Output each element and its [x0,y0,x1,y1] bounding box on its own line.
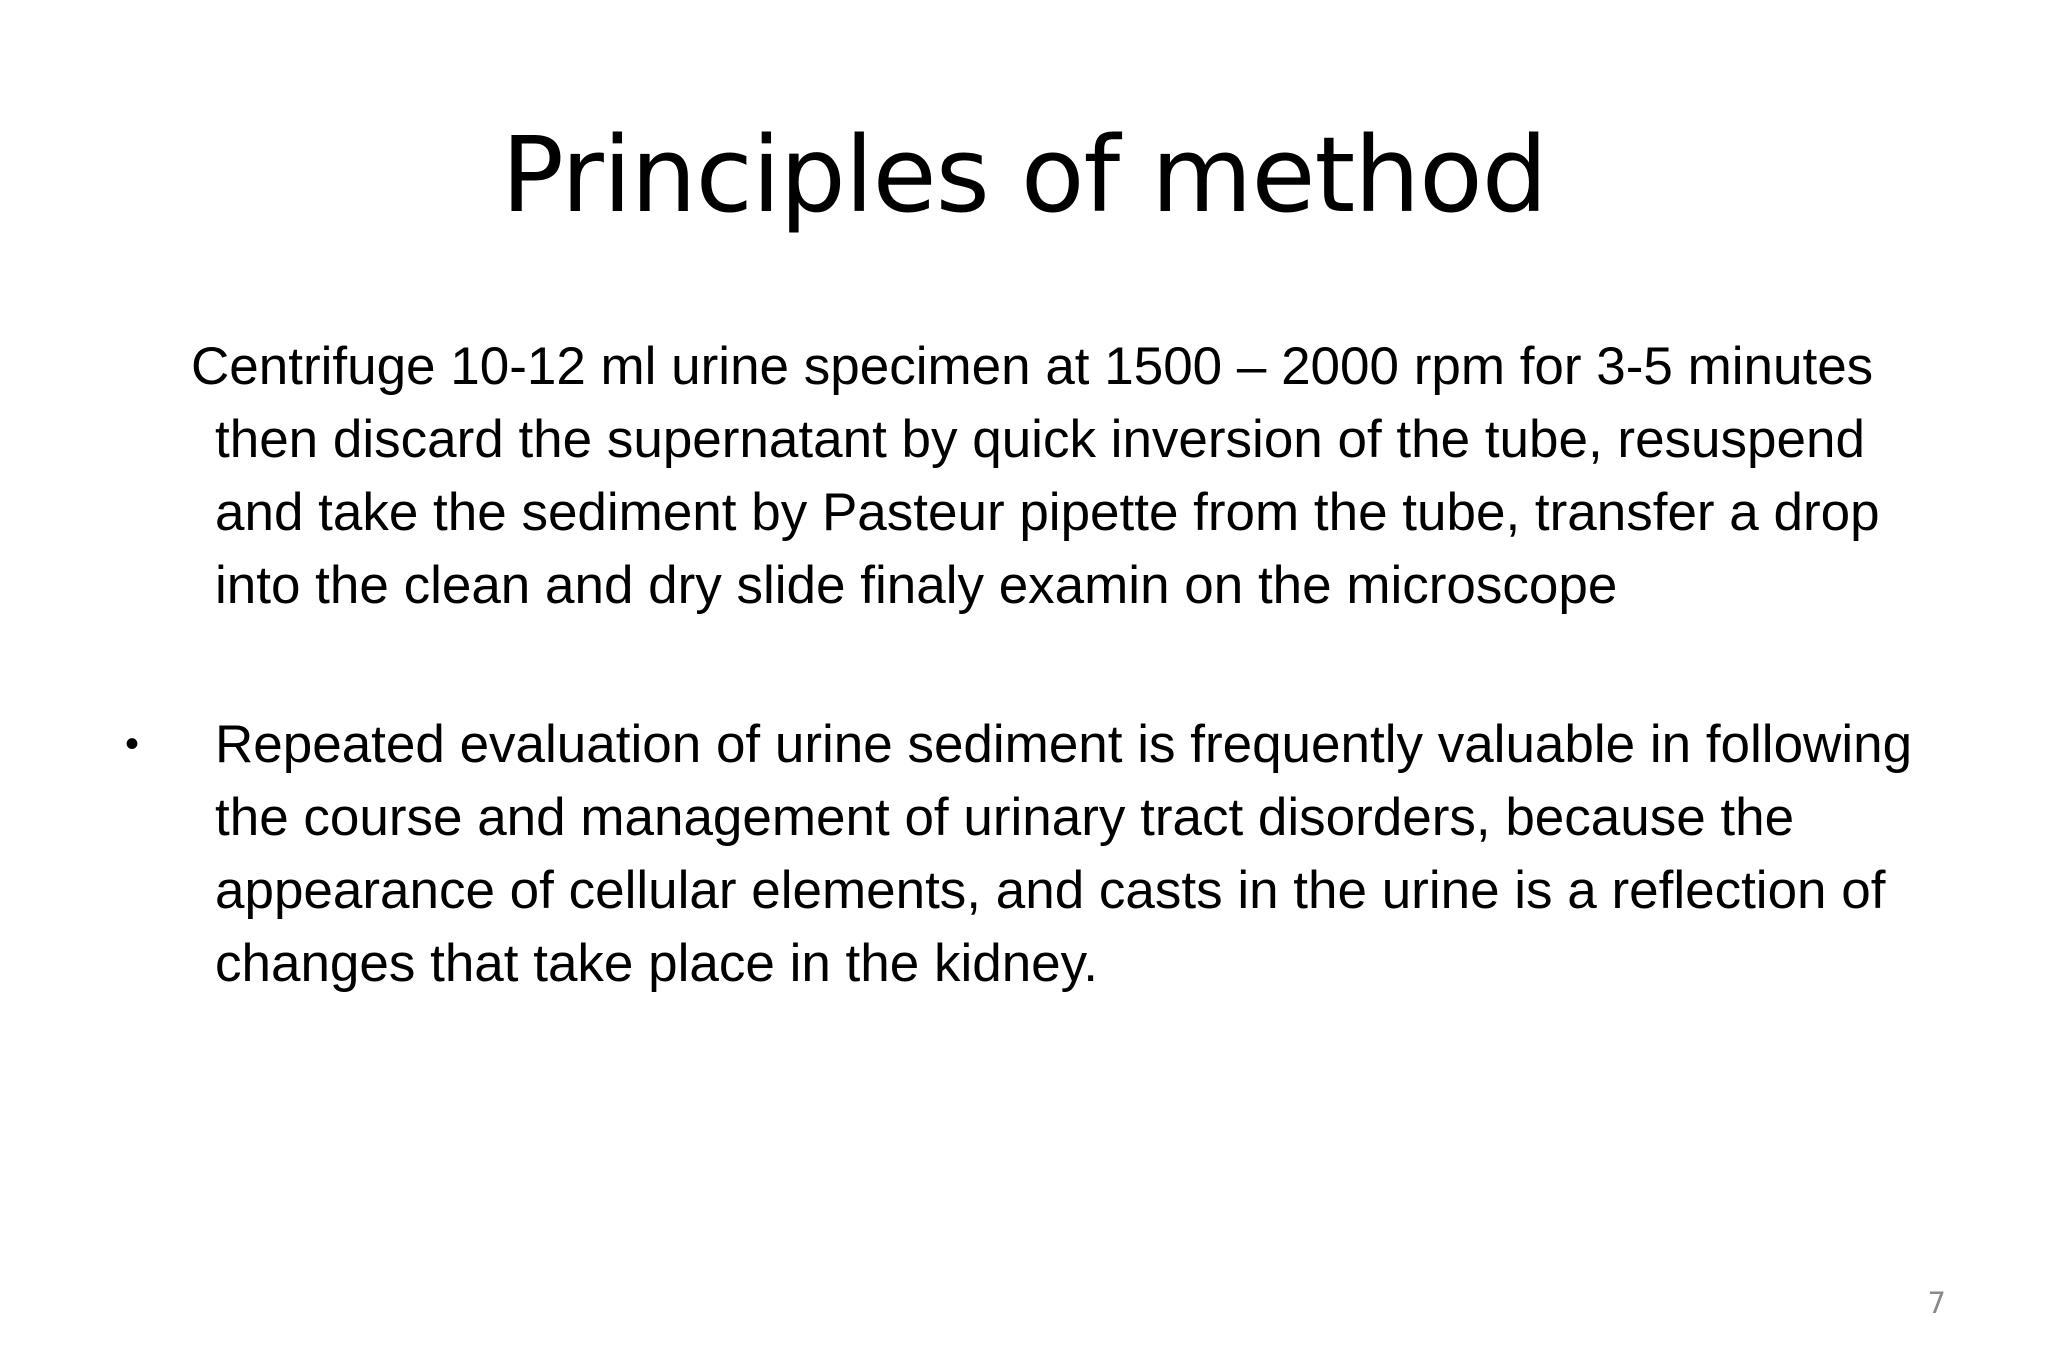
slide-title: Principles of method [501,114,1547,236]
bullet-marker: • [125,722,140,766]
bullet-text: Repeated evaluation of urine sediment is frequently valuable in following the course and management of urinary tract disorders, because the appearance of cellular elements, and casts in the urine is a reflection of changes that take place in the kidney. [215,715,1913,993]
method-paragraph: Centrifuge 10-12 ml urine specimen at 1500 – 2000 rpm for 3-5 minutes then discard the supernatant by quick inversion of the tube, resuspend and take the sediment by Pasteur pipette from the tube, transfer a drop into the clean and dry slide finaly examin on the microscope [191,337,1880,615]
page-number: 7 [1927,1286,1946,1320]
